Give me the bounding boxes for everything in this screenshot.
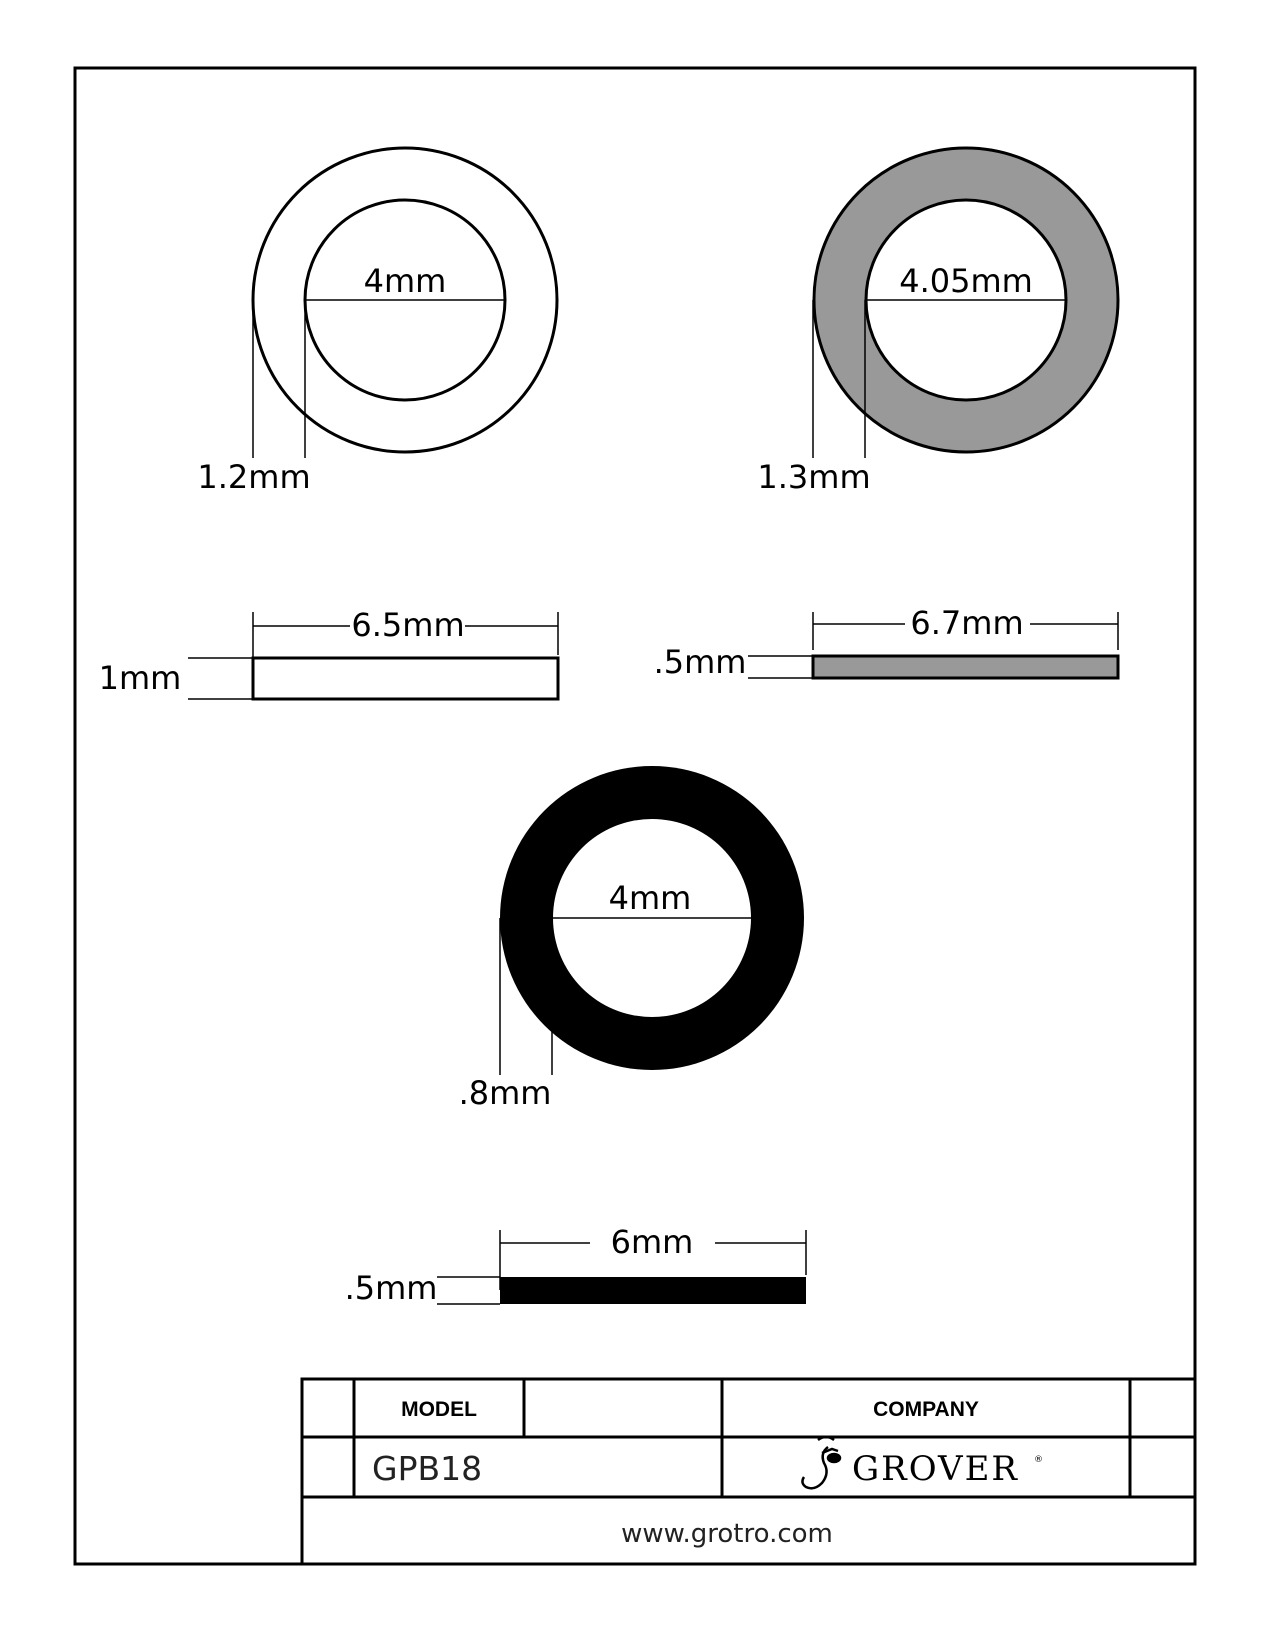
website-url: www.grotro.com — [621, 1519, 833, 1549]
washer-black-thickness-label: .5mm — [344, 1269, 438, 1307]
washer-white-profile — [253, 658, 558, 699]
washer-gray-width-label: 6.7mm — [910, 604, 1024, 642]
washer-black-wall-label: .8mm — [458, 1074, 552, 1112]
washer-gray-wall-label: 1.3mm — [757, 458, 871, 496]
grover-logo — [802, 1437, 1043, 1489]
washer-gray-side-view — [654, 604, 1118, 681]
washer-white-thickness-label: 1mm — [98, 659, 182, 697]
washer-white-top-view — [197, 148, 557, 496]
washer-gray-thickness-label: .5mm — [653, 643, 747, 681]
washer-black-inner-diameter-label: 4mm — [608, 879, 692, 917]
washer-black-profile — [500, 1277, 806, 1304]
washer-gray-profile — [813, 656, 1118, 678]
washer-black-top-view — [459, 766, 804, 1112]
washer-black-side-view — [345, 1223, 806, 1307]
washer-gray-top-view — [757, 148, 1118, 496]
grover-emblem-icon — [802, 1437, 840, 1488]
model-value: GPB18 — [372, 1449, 483, 1488]
washer-gray-inner-diameter-label: 4.05mm — [899, 262, 1033, 300]
washer-black-width-label: 6mm — [610, 1223, 694, 1261]
company-value: GROVER — [852, 1449, 1020, 1489]
company-header: COMPANY — [873, 1398, 979, 1421]
washer-white-inner-diameter-label: 4mm — [363, 262, 447, 300]
washer-white-width-label: 6.5mm — [351, 606, 465, 644]
washer-white-side-view — [99, 606, 558, 700]
washer-white-wall-label: 1.2mm — [197, 458, 311, 496]
registered-mark: ® — [1034, 1455, 1043, 1465]
model-header: MODEL — [401, 1398, 477, 1421]
